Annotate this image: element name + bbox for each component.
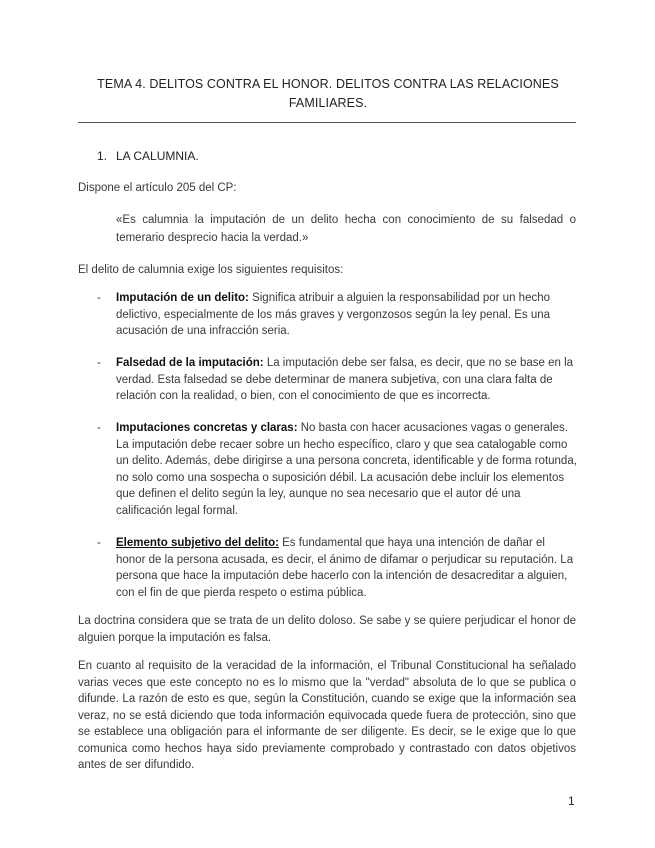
list-dash: - — [97, 357, 101, 369]
list-dash: - — [97, 537, 101, 549]
requirement-text: La imputación debe ser falsa, es decir, que no se base en la verdad. Esta falsedad se debe determinar de manera subjetiva, con una clara falta de relación con la realidad, o bien, con el conocimiento de que es incorrecta. — [116, 357, 574, 402]
list-dash: - — [97, 422, 101, 434]
title-line-1: TEMA 4. DELITOS CONTRA EL HONOR. DELITOS CONTRA LAS RELACIONES — [97, 77, 559, 91]
doloso-paragraph: La doctrina considera que se trata de un delito doloso. Se sabe y se quiere perjudicar el honor de alguien porque la imputación es falsa. — [78, 615, 576, 644]
requirement-item — [97, 535, 577, 601]
requirements-intro: El delito de calumnia exige los siguientes requisitos: — [78, 264, 344, 276]
page-title — [78, 75, 578, 113]
title-divider — [78, 122, 576, 123]
requirement-term: Imputación de un delito: — [116, 292, 249, 304]
requirement-term: Elemento subjetivo del delito: — [116, 537, 279, 549]
requirement-item — [97, 355, 577, 405]
title-line-2: FAMILIARES. — [288, 96, 368, 110]
requirement-item — [97, 290, 577, 340]
intro-paragraph: Dispone el artículo 205 del CP: — [78, 182, 237, 194]
requirement-term: Imputaciones concretas y claras: — [116, 422, 298, 434]
section-number: 1. — [97, 149, 108, 163]
list-dash: - — [97, 292, 101, 304]
page-number: 1 — [568, 794, 575, 808]
requirement-text: No basta con hacer acusaciones vagas o generales. La imputación debe recaer sobre un hecho específico, claro y que sea catalogable como un delito. Además, debe dirigirse a una persona concreta, identificable y de forma rotunda, no solo como una sospecha o suposición débil. La acusación debe incluir los elementos que definen el delito según la ley, aunque no sea necesario que el autor dé una calificación legal formal. — [116, 422, 577, 517]
article-quote: «Es calumnia la imputación de un delito hecha con conocimiento de su falsedad o temerario desprecio hacia la verdad.» — [116, 214, 576, 244]
section-heading — [97, 149, 199, 163]
requirement-item — [97, 420, 577, 519]
requirement-term: Falsedad de la imputación: — [116, 357, 264, 369]
section-label: LA CALUMNIA. — [116, 149, 199, 163]
requirement-text: Es fundamental que haya una intención de dañar el honor de la persona acusada, es decir, el ánimo de difamar o perjudicar su reputación. La persona que hace la imputación debe hacerlo con la intención de desacreditar a alguien, con el fin de que pierda respeto o estima pública. — [116, 537, 574, 599]
veracidad-paragraph: En cuanto al requisito de la veracidad de la información, el Tribunal Constitucional ha señalado varias veces que este concepto no es lo mismo que la "verdad" absoluta de lo que se publica o difunde. La razón de esto es que, según la Constitución, cuando se exige que la información sea veraz, no se está diciendo que toda información equivocada quede fuera de protección, sino que se establece una obligación para el informante de ser diligente. Es decir, se le exige que lo que comunica como hechos haya sido previamente comprobado y contrastado con datos objetivos antes de ser difundido. — [78, 660, 576, 771]
requirement-text: Significa atribuir a alguien la responsabilidad por un hecho delictivo, especialmente de los más graves y vergonzosos según la ley penal. Es una acusación de una infracción seria. — [116, 292, 551, 337]
